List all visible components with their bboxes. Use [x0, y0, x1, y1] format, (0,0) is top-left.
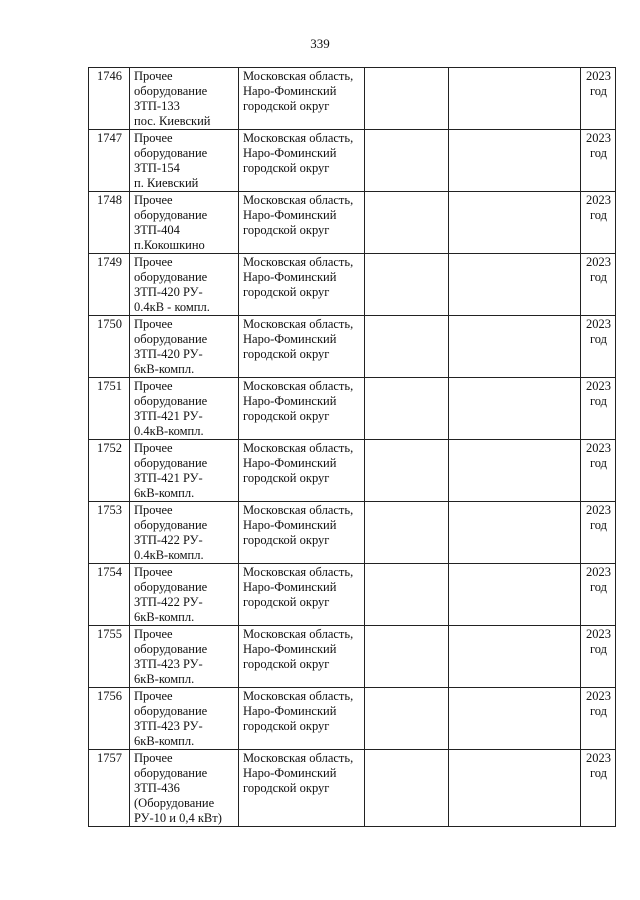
location-cell	[239, 564, 365, 626]
empty-cell	[365, 440, 449, 502]
empty-cell	[449, 626, 581, 688]
year-cell	[581, 440, 616, 502]
year-cell	[581, 316, 616, 378]
location-line: городской округ	[243, 223, 330, 237]
location-line: Наро-Фоминский	[243, 580, 337, 594]
year-line: год	[589, 580, 608, 594]
location-line: Московская область,	[243, 689, 354, 703]
location-line: городской округ	[243, 285, 330, 299]
empty-cell	[449, 440, 581, 502]
location-line: Московская область,	[243, 193, 354, 207]
object-name-line: п.Кокошкино	[134, 238, 205, 252]
year-line: 2023	[586, 193, 611, 207]
table-row	[89, 750, 616, 827]
object-name-line: 6кВ-компл.	[134, 734, 195, 748]
object-name-cell	[130, 68, 239, 130]
year-cell	[581, 130, 616, 192]
location-line: городской округ	[243, 409, 330, 423]
location-line: Наро-Фоминский	[243, 146, 337, 160]
location-line: Московская область,	[243, 565, 354, 579]
object-name-line: 6кВ-компл.	[134, 672, 195, 686]
object-name-line: оборудование	[134, 394, 208, 408]
object-name-line: 0.4кВ - компл.	[134, 300, 210, 314]
location-cell	[239, 502, 365, 564]
object-name-cell	[130, 440, 239, 502]
empty-cell	[449, 378, 581, 440]
empty-cell	[449, 316, 581, 378]
table-row	[89, 316, 616, 378]
year-line: 2023	[586, 627, 611, 641]
page-number: 339	[310, 36, 330, 51]
location-line: городской округ	[243, 161, 330, 175]
year-line: год	[589, 518, 608, 532]
object-name-line: оборудование	[134, 704, 208, 718]
object-name-line: Прочее	[134, 689, 173, 703]
empty-cell	[365, 130, 449, 192]
object-name-line: Прочее	[134, 565, 173, 579]
object-name-line: ЗТП-421 РУ-	[134, 409, 203, 423]
empty-cell	[365, 316, 449, 378]
object-name-line: ЗТП-420 РУ-	[134, 285, 203, 299]
object-name-line: ЗТП-422 РУ-	[134, 595, 203, 609]
object-name-line: Прочее	[134, 131, 173, 145]
object-name-line: п. Киевский	[134, 176, 199, 190]
object-name-line: Прочее	[134, 627, 173, 641]
year-line: 2023	[586, 379, 611, 393]
empty-cell	[449, 688, 581, 750]
empty-cell	[449, 254, 581, 316]
location-line: Наро-Фоминский	[243, 208, 337, 222]
location-line: Московская область,	[243, 131, 354, 145]
location-cell	[239, 378, 365, 440]
year-cell	[581, 688, 616, 750]
object-name-line: оборудование	[134, 270, 208, 284]
year-line: 2023	[586, 751, 611, 765]
location-cell	[239, 316, 365, 378]
table-row	[89, 564, 616, 626]
location-line: Наро-Фоминский	[243, 518, 337, 532]
object-name-line: оборудование	[134, 208, 208, 222]
location-line: Московская область,	[243, 627, 354, 641]
object-name-cell	[130, 688, 239, 750]
object-name-line: ЗТП-133	[134, 99, 180, 113]
object-name-cell	[130, 192, 239, 254]
year-line: 2023	[586, 255, 611, 269]
row-number-cell: 1752	[89, 440, 130, 502]
row-number-cell: 1756	[89, 688, 130, 750]
object-name-line: ЗТП-404	[134, 223, 180, 237]
empty-cell	[365, 750, 449, 827]
object-name-cell	[130, 564, 239, 626]
object-name-line: Прочее	[134, 255, 173, 269]
location-line: Наро-Фоминский	[243, 270, 337, 284]
row-number-cell: 1755	[89, 626, 130, 688]
row-number-cell: 1757	[89, 750, 130, 827]
year-cell	[581, 378, 616, 440]
empty-cell	[449, 68, 581, 130]
object-name-line: оборудование	[134, 456, 208, 470]
empty-cell	[365, 564, 449, 626]
object-name-line: Прочее	[134, 317, 173, 331]
location-cell	[239, 130, 365, 192]
object-name-cell	[130, 502, 239, 564]
row-number-cell: 1747	[89, 130, 130, 192]
registry-table-body	[89, 68, 616, 827]
object-name-line: 0.4кВ-компл.	[134, 548, 204, 562]
year-line: год	[589, 84, 608, 98]
table-row	[89, 688, 616, 750]
year-line: год	[589, 766, 608, 780]
location-line: Московская область,	[243, 503, 354, 517]
location-line: городской округ	[243, 347, 330, 361]
year-cell	[581, 750, 616, 827]
object-name-cell	[130, 316, 239, 378]
row-number-cell: 1746	[89, 68, 130, 130]
year-cell	[581, 254, 616, 316]
year-line: 2023	[586, 69, 611, 83]
location-cell	[239, 750, 365, 827]
location-line: Московская область,	[243, 441, 354, 455]
location-cell	[239, 68, 365, 130]
object-name-cell	[130, 750, 239, 827]
empty-cell	[449, 192, 581, 254]
year-line: год	[589, 456, 608, 470]
location-line: Московская область,	[243, 751, 354, 765]
location-line: Наро-Фоминский	[243, 394, 337, 408]
object-name-line: оборудование	[134, 642, 208, 656]
year-line: 2023	[586, 441, 611, 455]
table-row	[89, 440, 616, 502]
object-name-line: оборудование	[134, 332, 208, 346]
table-row	[89, 254, 616, 316]
location-line: городской округ	[243, 99, 330, 113]
year-line: год	[589, 642, 608, 656]
empty-cell	[365, 378, 449, 440]
object-name-line: оборудование	[134, 766, 208, 780]
table-row	[89, 626, 616, 688]
object-name-line: (Оборудование	[134, 796, 215, 810]
location-line: Наро-Фоминский	[243, 456, 337, 470]
empty-cell	[365, 502, 449, 564]
year-line: 2023	[586, 565, 611, 579]
empty-cell	[365, 254, 449, 316]
location-line: Наро-Фоминский	[243, 704, 337, 718]
registry-table	[88, 67, 616, 827]
object-name-line: Прочее	[134, 379, 173, 393]
location-line: городской округ	[243, 657, 330, 671]
location-line: городской округ	[243, 533, 330, 547]
location-cell	[239, 688, 365, 750]
year-cell	[581, 502, 616, 564]
location-cell	[239, 626, 365, 688]
object-name-line: 6кВ-компл.	[134, 610, 195, 624]
year-line: год	[589, 270, 608, 284]
location-line: городской округ	[243, 719, 330, 733]
object-name-cell	[130, 378, 239, 440]
object-name-cell	[130, 254, 239, 316]
row-number-cell: 1751	[89, 378, 130, 440]
object-name-line: оборудование	[134, 580, 208, 594]
location-line: городской округ	[243, 471, 330, 485]
year-line: год	[589, 146, 608, 160]
year-line: 2023	[586, 131, 611, 145]
row-number-cell: 1748	[89, 192, 130, 254]
row-number-cell: 1749	[89, 254, 130, 316]
year-cell	[581, 68, 616, 130]
location-line: Московская область,	[243, 255, 354, 269]
table-row	[89, 378, 616, 440]
location-line: Наро-Фоминский	[243, 332, 337, 346]
table-row	[89, 68, 616, 130]
table-row	[89, 130, 616, 192]
object-name-line: Прочее	[134, 193, 173, 207]
object-name-line: ЗТП-423 РУ-	[134, 657, 203, 671]
object-name-cell	[130, 626, 239, 688]
object-name-line: Прочее	[134, 69, 173, 83]
location-line: городской округ	[243, 595, 330, 609]
table-row	[89, 192, 616, 254]
year-line: 2023	[586, 503, 611, 517]
year-cell	[581, 626, 616, 688]
empty-cell	[449, 750, 581, 827]
object-name-line: 6кВ-компл.	[134, 362, 195, 376]
table-row	[89, 502, 616, 564]
year-cell	[581, 192, 616, 254]
location-line: Московская область,	[243, 379, 354, 393]
object-name-line: ЗТП-436	[134, 781, 180, 795]
location-line: Московская область,	[243, 69, 354, 83]
object-name-line: оборудование	[134, 84, 208, 98]
object-name-line: 0.4кВ-компл.	[134, 424, 204, 438]
empty-cell	[449, 564, 581, 626]
empty-cell	[449, 130, 581, 192]
object-name-line: ЗТП-423 РУ-	[134, 719, 203, 733]
row-number-cell: 1753	[89, 502, 130, 564]
year-line: год	[589, 704, 608, 718]
row-number-cell: 1750	[89, 316, 130, 378]
empty-cell	[365, 68, 449, 130]
empty-cell	[365, 688, 449, 750]
object-name-line: оборудование	[134, 518, 208, 532]
object-name-line: ЗТП-421 РУ-	[134, 471, 203, 485]
object-name-line: пос. Киевский	[134, 114, 211, 128]
empty-cell	[365, 626, 449, 688]
year-cell	[581, 564, 616, 626]
location-line: Наро-Фоминский	[243, 642, 337, 656]
year-line: 2023	[586, 689, 611, 703]
empty-cell	[365, 192, 449, 254]
object-name-cell	[130, 130, 239, 192]
row-number-cell: 1754	[89, 564, 130, 626]
object-name-line: 6кВ-компл.	[134, 486, 195, 500]
year-line: год	[589, 394, 608, 408]
location-line: Наро-Фоминский	[243, 766, 337, 780]
object-name-line: ЗТП-154	[134, 161, 180, 175]
object-name-line: оборудование	[134, 146, 208, 160]
object-name-line: ЗТП-422 РУ-	[134, 533, 203, 547]
year-line: год	[589, 208, 608, 222]
object-name-line: РУ-10 и 0,4 кВт)	[134, 811, 222, 825]
year-line: год	[589, 332, 608, 346]
location-line: городской округ	[243, 781, 330, 795]
location-cell	[239, 440, 365, 502]
year-line: 2023	[586, 317, 611, 331]
location-line: Наро-Фоминский	[243, 84, 337, 98]
object-name-line: ЗТП-420 РУ-	[134, 347, 203, 361]
object-name-line: Прочее	[134, 751, 173, 765]
empty-cell	[449, 502, 581, 564]
location-cell	[239, 254, 365, 316]
object-name-line: Прочее	[134, 441, 173, 455]
object-name-line: Прочее	[134, 503, 173, 517]
location-cell	[239, 192, 365, 254]
location-line: Московская область,	[243, 317, 354, 331]
